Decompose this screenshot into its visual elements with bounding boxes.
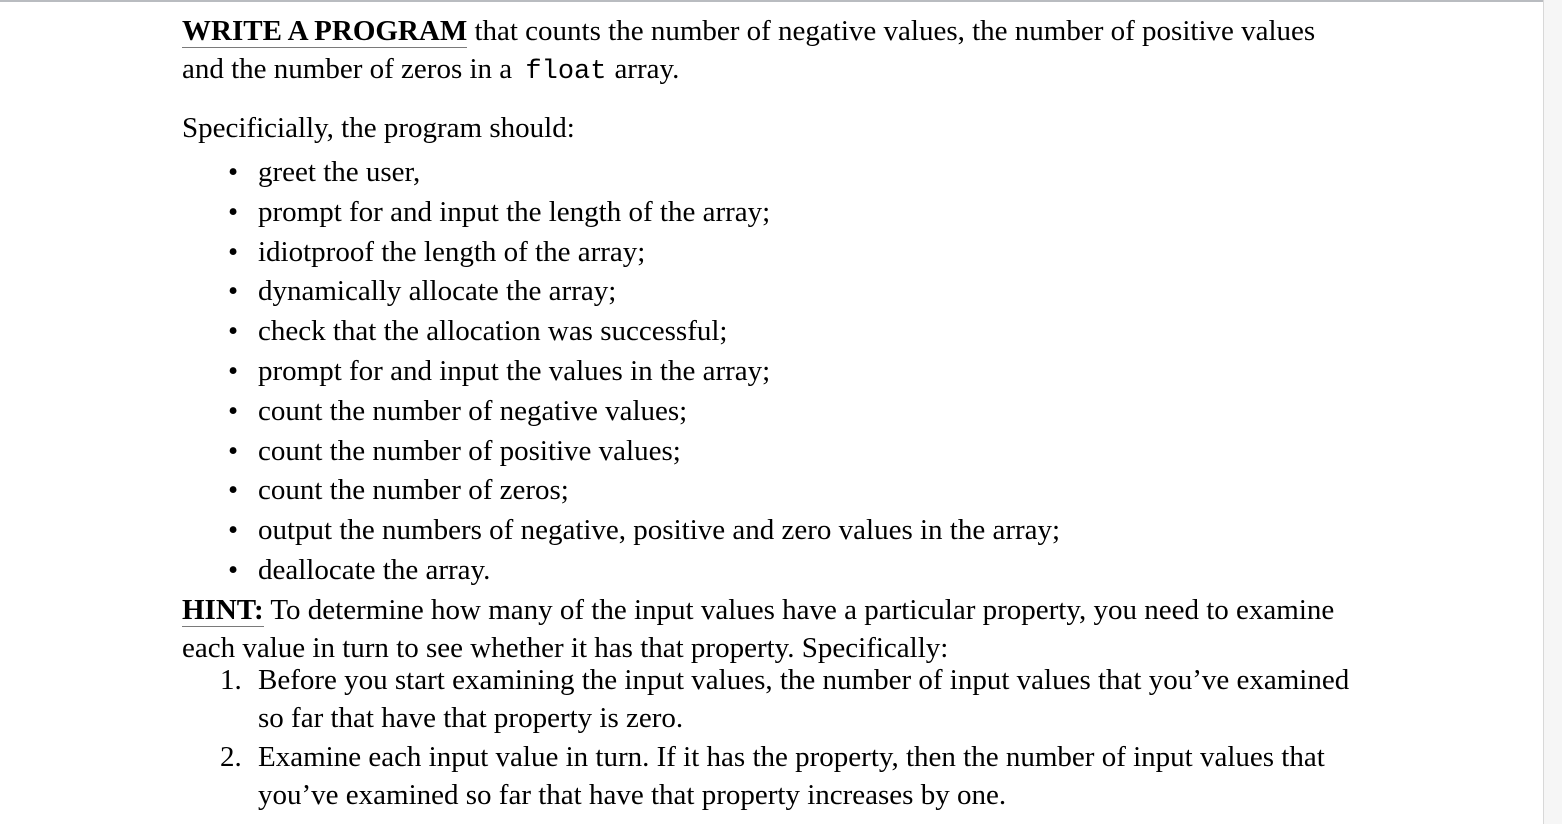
intro-line-2-end: array. — [614, 53, 680, 85]
list-item: • count the number of zeros; — [258, 471, 1407, 511]
list-item: • prompt for and input the length of the array; — [258, 193, 1407, 233]
intro-line-2-text: and the number of zeros in a — [182, 53, 513, 85]
float-keyword: float — [525, 57, 607, 87]
requirements-list — [182, 153, 1407, 591]
step-text-line-1: Examine each input value in turn. If it has the property, then the number of input values that — [258, 740, 1325, 773]
list-item: • deallocate the array. — [258, 551, 1407, 591]
step-text-line-2: you’ve examined so far that have that property increases by one. — [258, 778, 1007, 811]
intro-line-2 — [182, 50, 1407, 91]
assignment-document — [182, 12, 1407, 815]
window-top-border — [0, 0, 1562, 2]
spec-heading: Specificially, the program should: — [182, 112, 575, 144]
write-a-program-heading: WRITE A PROGRAM — [182, 15, 468, 47]
list-item: • idiotproof the length of the array; — [258, 233, 1407, 273]
step-text-line-2: so far that have that property is zero. — [258, 701, 684, 734]
step-number: 1. — [220, 663, 242, 696]
step-text-line-1: Before you start examining the input values, the number of input values that you’ve examined — [258, 663, 1350, 696]
list-item: • count the number of positive values; — [258, 432, 1407, 472]
list-item: • count the number of negative values; — [258, 392, 1407, 432]
list-item: • check that the allocation was successful; — [258, 312, 1407, 352]
list-item — [220, 738, 1407, 814]
list-item: • prompt for and input the values in the array; — [258, 352, 1407, 392]
intro-line-1 — [182, 12, 1407, 50]
list-item — [220, 661, 1407, 737]
step-number: 2. — [220, 740, 242, 773]
intro-paragraph — [182, 12, 1407, 91]
hint-line-1 — [182, 591, 1407, 629]
hint-label: HINT: — [182, 593, 264, 626]
list-item: • greet the user, — [258, 153, 1407, 193]
hint-line-1-text: To determine how many of the input values have a particular property, you need to examine — [263, 593, 1335, 626]
list-item: • output the numbers of negative, positive and zero values in the array; — [258, 511, 1407, 551]
intro-line-1-text: that counts the number of negative values, the number of positive values — [467, 15, 1316, 47]
scrollbar-gutter[interactable] — [1543, 0, 1562, 824]
hint-steps-list — [182, 661, 1407, 814]
hint-paragraph — [182, 591, 1407, 667]
hint-line-2: each value in turn to see whether it has that property. Specifically: — [182, 631, 949, 664]
list-item: • dynamically allocate the array; — [258, 272, 1407, 312]
